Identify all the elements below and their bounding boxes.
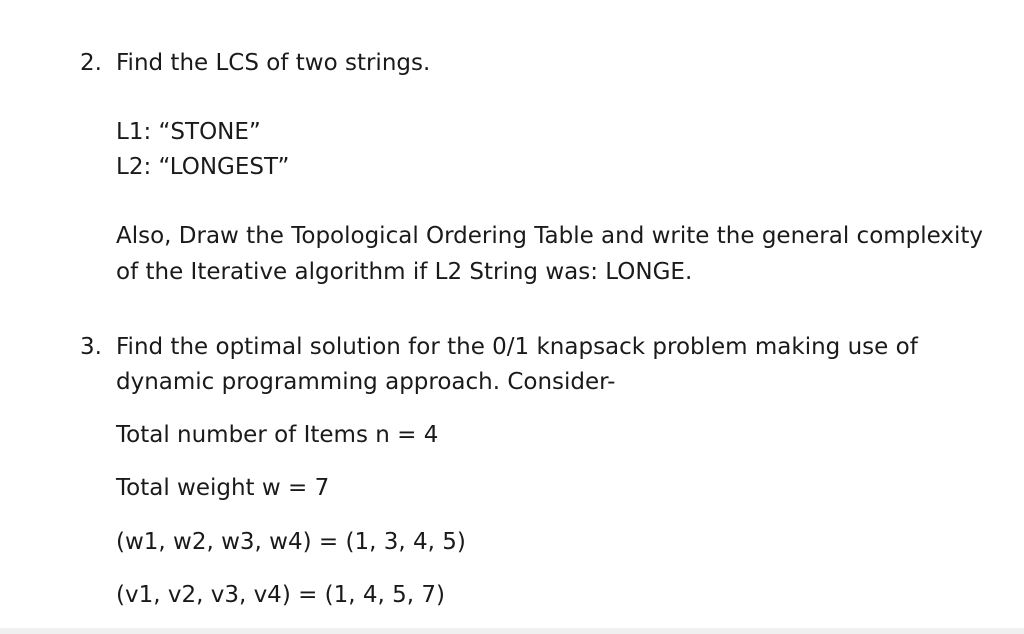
values-tuple: (v1, v2, v3, v4) = (1, 4, 5, 7) [116, 582, 446, 608]
question-3-number: 3. [80, 334, 102, 360]
question-2-also-line2: of the Iterative algorithm if L2 String was: LONGE. [116, 259, 693, 285]
question-2-also-line1: Also, Draw the Topological Ordering Table and write the general complexity [116, 223, 984, 249]
question-2-number: 2. [80, 50, 102, 76]
string-l1: L1: “STONE” [116, 119, 261, 145]
total-items: Total number of Items n = 4 [116, 422, 439, 448]
question-2-heading: Find the LCS of two strings. [116, 50, 431, 76]
question-3-heading-line1: Find the optimal solution for the 0/1 knapsack problem making use of [116, 334, 918, 360]
string-l2: L2: “LONGEST” [116, 154, 290, 180]
weights-tuple: (w1, w2, w3, w4) = (1, 3, 4, 5) [116, 529, 466, 555]
page-bottom-divider [0, 628, 1024, 634]
total-weight: Total weight w = 7 [116, 475, 330, 501]
question-3-heading-line2: dynamic programming approach. Consider- [116, 369, 616, 395]
